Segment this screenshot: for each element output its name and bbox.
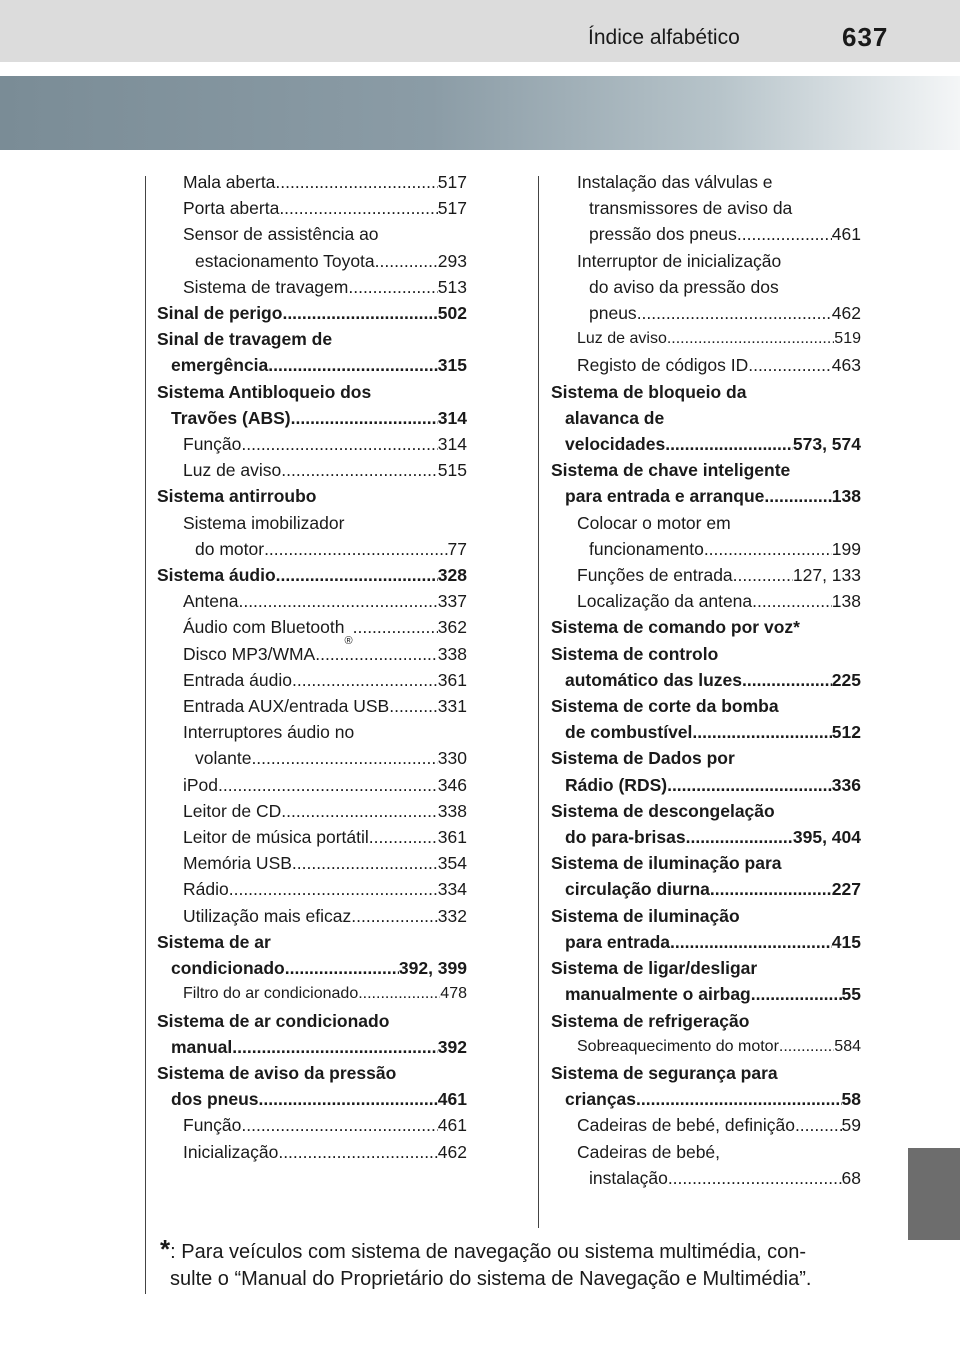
- entry-term: Memória USB: [183, 853, 292, 874]
- page-reference[interactable]: 315: [437, 355, 467, 376]
- entry-term: Entrada AUX/entrada USB: [183, 696, 390, 717]
- page-reference[interactable]: 138: [831, 591, 861, 612]
- dot-leader: [369, 824, 438, 850]
- entry-term: Sistema de iluminação: [551, 905, 740, 926]
- index-entry-line: [157, 405, 467, 431]
- page-reference[interactable]: 225: [831, 669, 861, 690]
- entry-term: Sistema de aviso da pressão: [157, 1062, 397, 1083]
- page-reference[interactable]: 338: [437, 800, 467, 821]
- entry-term: do aviso da pressão dos: [589, 276, 779, 297]
- header-bar: [0, 0, 960, 62]
- entry-term: instalação: [589, 1167, 668, 1188]
- index-entry-line: [157, 248, 467, 274]
- entry-term: crianças: [565, 1089, 637, 1110]
- index-entry-line: [551, 824, 861, 850]
- index-entry: [551, 1008, 861, 1034]
- entry-term: Luz de aviso: [577, 330, 667, 348]
- index-entry: [551, 693, 861, 745]
- entry-term: Antena: [183, 591, 239, 612]
- entry-term: emergência: [171, 355, 269, 376]
- index-entry: [157, 274, 467, 300]
- entry-term: Filtro do ar condicionado: [183, 985, 359, 1003]
- entry-term: Porta aberta: [183, 198, 280, 219]
- page-reference[interactable]: 461: [831, 224, 861, 245]
- entry-term: Sistema de segurança para: [551, 1062, 778, 1083]
- index-entry: [551, 510, 861, 562]
- page-reference[interactable]: 68: [841, 1167, 861, 1188]
- index-entry: [551, 457, 861, 509]
- index-entry-line: [551, 562, 861, 588]
- entry-term: pressão dos pneus: [589, 224, 737, 245]
- dot-leader: [637, 300, 832, 326]
- dot-leader: [292, 850, 438, 876]
- page-reference[interactable]: 138: [831, 486, 861, 507]
- index-entry-line: [551, 772, 861, 798]
- index-entry-line: [157, 536, 467, 562]
- entry-term: Sistema de corte da bomba: [551, 696, 779, 717]
- page-reference[interactable]: 55: [841, 984, 861, 1005]
- index-entry: [157, 850, 467, 876]
- index-entry: [157, 300, 467, 326]
- index-entry-line: [551, 483, 861, 509]
- index-entry-line: [157, 562, 467, 588]
- index-entry: [551, 903, 861, 955]
- entry-term: funcionamento: [589, 538, 704, 559]
- index-entry: [157, 1112, 467, 1138]
- index-entry: [157, 641, 467, 667]
- page-reference[interactable]: 328: [437, 565, 467, 586]
- page-reference[interactable]: 502: [437, 303, 467, 324]
- entry-term: Sistema áudio: [157, 565, 276, 586]
- index-column-left: [157, 169, 467, 1165]
- entry-term: Função: [183, 1115, 242, 1136]
- entry-term: Sistema imobilizador: [183, 512, 345, 533]
- entry-term: Cadeiras de bebé, definição: [577, 1115, 795, 1136]
- entry-term: Funções de entrada: [577, 565, 733, 586]
- entry-term: Rádio (RDS): [565, 774, 668, 795]
- index-entry: [157, 326, 467, 378]
- index-entry: [551, 352, 861, 378]
- dot-leader: [670, 929, 832, 955]
- dot-leader: [686, 824, 793, 850]
- dot-leader: [667, 772, 832, 798]
- page-reference[interactable]: 361: [437, 827, 467, 848]
- page-reference[interactable]: 337: [437, 591, 467, 612]
- index-entry-line: [157, 955, 467, 981]
- dot-leader: [282, 300, 437, 326]
- dot-leader: [665, 431, 793, 457]
- index-entry-line: [157, 1139, 467, 1165]
- header-banner: [0, 76, 960, 150]
- entry-term: pneus: [589, 303, 637, 324]
- page-number: 637: [842, 22, 889, 52]
- index-entry-line: [157, 772, 467, 798]
- index-column-right: [551, 169, 861, 1191]
- entry-term: Sinal de travagem de: [157, 329, 333, 350]
- index-entry-line: [157, 169, 467, 195]
- index-entry-line: [157, 745, 467, 771]
- index-entry: [157, 431, 467, 457]
- index-entry: [157, 876, 467, 902]
- index-entry-line: [551, 352, 861, 378]
- page-reference[interactable]: 227: [831, 879, 861, 900]
- index-entry-line: [551, 588, 861, 614]
- index-entry-line: [157, 457, 467, 483]
- page-reference[interactable]: 517: [437, 198, 467, 219]
- page-reference[interactable]: 462: [831, 303, 861, 324]
- index-entry: [551, 1139, 861, 1191]
- entry-term: Interruptores áudio no: [183, 722, 355, 743]
- entry-term: Sistema de refrigeração: [551, 1010, 750, 1031]
- entry-term: Sistema antirroubo: [157, 486, 317, 507]
- entry-term: Sistema de ligar/desligar: [551, 958, 758, 979]
- index-entry: [157, 483, 467, 509]
- entry-term: Sobreaquecimento do motor: [577, 1037, 779, 1055]
- index-entry-line: [157, 798, 467, 824]
- entry-term: Sistema de ar: [157, 931, 271, 952]
- dot-leader: [251, 745, 437, 771]
- dot-leader: [292, 667, 438, 693]
- index-entry: [157, 903, 467, 929]
- page-reference[interactable]: 415: [831, 931, 861, 952]
- index-entry: [157, 719, 467, 771]
- dot-leader: [710, 876, 832, 902]
- index-entry: [157, 562, 467, 588]
- dot-leader: [795, 1112, 842, 1138]
- index-entry: [551, 641, 861, 693]
- entry-term: Áudio com Bluetooth: [183, 617, 345, 638]
- dot-leader: [692, 719, 831, 745]
- index-entry: [157, 1060, 467, 1112]
- index-entry: [157, 798, 467, 824]
- index-entry: [551, 326, 861, 352]
- index-entry-line: [551, 431, 861, 457]
- entry-term: Leitor de CD: [183, 800, 282, 821]
- entry-term: Sistema Antibloqueio dos: [157, 381, 372, 402]
- dot-leader: [285, 955, 399, 981]
- dot-leader: [281, 798, 438, 824]
- page-reference[interactable]: 331: [437, 696, 467, 717]
- index-entry: [551, 1060, 861, 1112]
- entry-term: de combustível: [565, 722, 693, 743]
- page-reference[interactable]: 395, 404: [792, 827, 861, 848]
- index-entry: [551, 955, 861, 1007]
- page-reference[interactable]: 293: [437, 250, 467, 271]
- dot-leader: [751, 981, 842, 1007]
- entry-term: estacionamento Toyota: [195, 250, 375, 271]
- index-entry: [157, 824, 467, 850]
- page-reference[interactable]: 517: [437, 172, 467, 192]
- dot-leader: [348, 274, 437, 300]
- index-entry: [157, 1008, 467, 1060]
- entry-term: Registo de códigos ID: [577, 355, 749, 376]
- page-reference[interactable]: 515: [437, 460, 467, 481]
- entry-term: Colocar o motor em: [577, 512, 731, 533]
- dot-leader: [291, 405, 438, 431]
- page-reference[interactable]: 463: [831, 355, 861, 376]
- entry-term: Instalação das válvulas e: [577, 172, 773, 192]
- page-reference[interactable]: 330: [437, 748, 467, 769]
- index-entry: [551, 588, 861, 614]
- index-entry-line: [551, 1034, 861, 1060]
- entry-term: dos pneus: [171, 1089, 259, 1110]
- index-entry-line: [157, 1034, 467, 1060]
- index-entry: [157, 772, 467, 798]
- entry-term: Interruptor de inicialização: [577, 250, 782, 271]
- column-divider-middle: [538, 176, 539, 1228]
- index-entry: [157, 929, 467, 981]
- entry-term: Sinal de perigo: [157, 303, 283, 324]
- index-entry-line: [157, 1086, 467, 1112]
- dot-leader: [389, 693, 438, 719]
- index-entry-line: [157, 824, 467, 850]
- page-reference[interactable]: 461: [437, 1089, 467, 1110]
- entry-term: Sistema de iluminação para: [551, 853, 782, 874]
- page-reference[interactable]: 584: [834, 1037, 861, 1055]
- index-entry: [157, 221, 467, 273]
- index-entry: [551, 248, 861, 327]
- entry-term: do para-brisas: [565, 827, 686, 848]
- index-entry: [551, 379, 861, 458]
- entry-term: velocidades: [565, 434, 666, 455]
- index-entry-line: [551, 667, 861, 693]
- index-entry-line: [157, 981, 467, 1007]
- entry-term: Sistema de controlo: [551, 643, 719, 664]
- page-reference[interactable]: 519: [834, 330, 861, 348]
- page-reference[interactable]: 354: [437, 853, 467, 874]
- dot-leader: [733, 562, 793, 588]
- dot-leader: [315, 641, 438, 667]
- entry-term: Inicialização: [183, 1141, 279, 1162]
- page-reference[interactable]: 127, 133: [792, 565, 861, 586]
- dot-leader: [742, 667, 832, 693]
- index-entry-line: Áudio com Bluetooth ® ..... 362: [157, 614, 467, 640]
- page-reference[interactable]: 361: [437, 669, 467, 690]
- entry-term: manual: [171, 1036, 233, 1057]
- entry-term: Entrada áudio: [183, 669, 292, 690]
- dot-leader: [281, 457, 438, 483]
- index-entry-line: [157, 1112, 467, 1138]
- index-entry-line: [551, 1165, 861, 1191]
- index-entry-line: [551, 536, 861, 562]
- dot-leader: [358, 981, 440, 1007]
- entry-term: Utilização mais eficaz: [183, 905, 352, 926]
- dot-leader: [668, 1165, 842, 1191]
- index-entry: [157, 614, 467, 647]
- entry-term: Sistema de chave inteligente: [551, 460, 791, 481]
- entry-term: Sistema de Dados por: [551, 748, 735, 769]
- index-entry: [551, 1034, 861, 1060]
- index-entry: [551, 850, 861, 902]
- page-reference[interactable]: 346: [437, 774, 467, 795]
- index-entry-line: [551, 1086, 861, 1112]
- index-entry: [157, 169, 467, 195]
- page-reference[interactable]: 462: [437, 1141, 467, 1162]
- entry-term: Travões (ABS): [171, 407, 291, 428]
- index-entry: [157, 379, 467, 431]
- index-entry: [551, 745, 861, 797]
- dot-leader: [232, 1034, 438, 1060]
- page-reference[interactable]: 58: [841, 1089, 861, 1110]
- dot-leader: [779, 1034, 834, 1060]
- page-reference[interactable]: 336: [831, 774, 861, 795]
- dot-leader: [351, 903, 438, 929]
- entry-term: Sistema de descongelação: [551, 800, 775, 821]
- index-entry: [157, 693, 467, 719]
- entry-term: manualmente o airbag: [565, 984, 751, 1005]
- index-entry-line: [551, 300, 861, 326]
- dot-leader: [704, 536, 832, 562]
- page-reference[interactable]: 513: [437, 276, 467, 297]
- index-entry: [157, 981, 467, 1007]
- entry-term: circulação diurna: [565, 879, 710, 900]
- dot-leader: [238, 588, 437, 614]
- index-entry-line: [157, 274, 467, 300]
- section-tab[interactable]: [908, 1148, 960, 1240]
- footnote-line-2: sulte o “Manual do Proprietário do sistema de Navegação e Multimédia”.: [170, 1268, 812, 1290]
- footnote: [160, 1236, 870, 1293]
- index-entry-line: [157, 588, 467, 614]
- page-reference[interactable]: 199: [831, 538, 861, 559]
- index-entry-line: [157, 667, 467, 693]
- dot-leader: [353, 614, 438, 640]
- page-reference[interactable]: 314: [437, 407, 467, 428]
- dot-leader: [259, 1086, 438, 1112]
- page-reference[interactable]: 59: [841, 1115, 861, 1136]
- dot-leader: [241, 431, 437, 457]
- entry-term: Disco MP3/WMA: [183, 643, 316, 664]
- page-reference[interactable]: 332: [437, 905, 467, 926]
- index-entry-line: [551, 719, 861, 745]
- dot-leader: [218, 772, 438, 798]
- page-reference[interactable]: 334: [437, 879, 467, 900]
- column-divider-left: [145, 176, 146, 1294]
- index-entry-line: [157, 876, 467, 902]
- dot-leader: [764, 483, 831, 509]
- entry-term: Sistema de ar condicionado: [157, 1010, 390, 1031]
- page-reference[interactable]: 478: [440, 985, 467, 1003]
- dot-leader: [737, 221, 832, 247]
- index-entry-line: [551, 326, 861, 352]
- index-entry-line: [157, 641, 467, 667]
- page-reference[interactable]: 461: [437, 1115, 467, 1136]
- dot-leader: [229, 876, 438, 902]
- entry-term: Cadeiras de bebé,: [577, 1141, 721, 1162]
- index-entry: [157, 667, 467, 693]
- index-entry: [551, 798, 861, 850]
- entry-term: Sistema de bloqueio da: [551, 381, 747, 402]
- index-entry-line: [551, 981, 861, 1007]
- entry-term: Sistema de travagem: [183, 276, 349, 297]
- footnote-line-1: : Para veículos com sistema de navegação ou sistema multimédia, con-: [170, 1241, 806, 1263]
- index-entry: [157, 1139, 467, 1165]
- dot-leader: [752, 588, 832, 614]
- entry-term: do motor: [195, 538, 265, 559]
- page-reference[interactable]: 392, 399: [398, 958, 467, 979]
- index-entry-line: [551, 1112, 861, 1138]
- dot-leader: [636, 1086, 842, 1112]
- index-entry-line: [551, 876, 861, 902]
- entry-term: Mala aberta: [183, 172, 276, 192]
- page-reference[interactable]: 392: [437, 1036, 467, 1057]
- index-entry: [157, 588, 467, 614]
- index-entry-line: [157, 195, 467, 221]
- dot-leader: [278, 1139, 437, 1165]
- entry-term: volante: [195, 748, 252, 769]
- entry-term: para entrada e arranque: [565, 486, 765, 507]
- dot-leader: [264, 536, 447, 562]
- index-entry: [157, 510, 467, 562]
- dot-leader: [375, 248, 438, 274]
- entry-term: Função: [183, 434, 242, 455]
- entry-term: Luz de aviso: [183, 460, 282, 481]
- page-reference[interactable]: 573, 574: [792, 434, 861, 455]
- index-entry: [551, 562, 861, 588]
- entry-term: iPod: [183, 774, 219, 795]
- dot-leader: [241, 1112, 437, 1138]
- index-entry: [157, 457, 467, 483]
- footnote-asterisk: *: [160, 1234, 171, 1264]
- entry-term: condicionado: [171, 958, 285, 979]
- index-entry-line: [157, 352, 467, 378]
- dot-leader: [276, 562, 438, 588]
- page-reference[interactable]: 314: [437, 434, 467, 455]
- index-entry: [551, 1112, 861, 1138]
- index-entry: [551, 614, 861, 640]
- index-entry-line: [551, 221, 861, 247]
- index-entry-line: [157, 903, 467, 929]
- entry-term: Localização da antena: [577, 591, 753, 612]
- dot-leader: [268, 352, 438, 378]
- entry-term: automático das luzes: [565, 669, 742, 690]
- entry-term: Sensor de assistência ao: [183, 224, 379, 245]
- page-reference[interactable]: 512: [831, 722, 861, 743]
- page-reference[interactable]: 77: [447, 538, 467, 559]
- entry-term: alavanca de: [565, 407, 665, 428]
- index-entry: [551, 169, 861, 248]
- entry-term: para entrada: [565, 931, 671, 952]
- entry-term: Leitor de música portátil: [183, 827, 369, 848]
- index-entry-line: [157, 431, 467, 457]
- index-entry: [157, 195, 467, 221]
- entry-term: transmissores de aviso da: [589, 198, 793, 219]
- index-entry-line: [157, 693, 467, 719]
- dot-leader: [279, 195, 437, 221]
- entry-term: Rádio: [183, 879, 229, 900]
- page-title: Índice alfabético: [588, 26, 740, 49]
- entry-term: Sistema de comando por voz*: [551, 617, 800, 638]
- page-reference[interactable]: 338: [437, 643, 467, 664]
- page-reference[interactable]: 362: [437, 617, 467, 638]
- dot-leader: [667, 326, 834, 352]
- dot-leader: [275, 169, 437, 195]
- dot-leader: [748, 352, 832, 378]
- index-entry-line: [157, 850, 467, 876]
- index-entry-line: [157, 300, 467, 326]
- index-entry-line: [551, 929, 861, 955]
